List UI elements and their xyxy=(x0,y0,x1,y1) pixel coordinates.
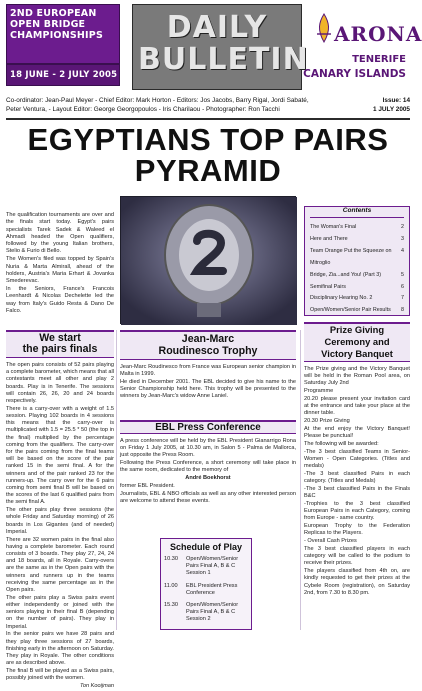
schedule-time: 11.00 xyxy=(164,582,178,589)
press-paragraph: A press conference will be held by the EBL President Gianarrigo Rona on Friday 1 July 2005, at 10.30 am, in Salon 5 - Palma de Mallorca, just opposite the Press Room. xyxy=(120,438,296,459)
finals-paragraph: There are 32 women pairs in the final also having a complete barometer. Each round consists of 3 boards. They play 27, 24, 24 and 18 boards, all in Royale. Carry-overs are the same as in the Open pairs with the winners and runners up in the teams receiving the same percentage as in the Open pairs. xyxy=(6,536,114,594)
contents-item-page: 3 xyxy=(401,235,404,242)
contents-item[interactable] xyxy=(310,305,404,317)
prize-article xyxy=(304,366,410,598)
press-paragraph: Following the Press Conference, a short ceremony will take place in the same room, dedicated to the memory of xyxy=(120,460,296,474)
finals-paragraph: The final B will be played as a Swiss pairs, possibly joined with the women. xyxy=(6,668,114,682)
press-paragraph: former EBL President. xyxy=(120,483,175,489)
issue-number: Issue: 14 xyxy=(382,97,410,104)
contents-item-label: Open/Women/Senior Pair Results xyxy=(310,307,391,314)
contents-item-page: 8 xyxy=(401,307,404,314)
schedule-time: 10.30 xyxy=(164,556,178,562)
contents-item[interactable] xyxy=(310,293,404,305)
press-honoree: André Boekhorst xyxy=(185,475,231,482)
column-divider xyxy=(116,330,117,630)
finals-heading-line-1: We start xyxy=(39,332,81,344)
trophy-heading xyxy=(120,333,296,357)
prize-heading xyxy=(304,324,410,360)
contents-item-label: Bridge, Zia...and You! (Part 3) xyxy=(310,271,382,278)
contents-item-label: Disciplinary Hearing No. 2 xyxy=(310,295,373,302)
schedule-list xyxy=(164,556,248,629)
press-heading: EBL Press Conference xyxy=(155,422,261,433)
contents-item[interactable] xyxy=(310,246,404,270)
prize-heading-line-2: Ceremony and xyxy=(324,336,390,347)
finals-paragraph: In the senior pairs we have 28 pairs and they play three sessions of 27 boards, finishing early in the afternoon on Saturday. They play in Royale. The other conditions are as described above. xyxy=(6,631,114,667)
place-line-2: CANARY ISLANDS xyxy=(303,68,406,80)
place-line-1: TENERIFE xyxy=(352,54,406,65)
intro-article xyxy=(6,212,114,316)
contents-item-page: 7 xyxy=(401,295,404,302)
trophy-paragraph: He died in December 2001. The EBL decided to give his name to the Senior Championship held here. This trophy will be presented to the winners by Jean-Marc's widow Anne Laniel. xyxy=(120,379,296,400)
contents-item-page: 6 xyxy=(401,283,404,290)
contents-item-label: Semifinal Pairs xyxy=(310,283,346,290)
finals-article xyxy=(6,362,114,691)
schedule-event: EBL President Press Conference xyxy=(186,582,238,596)
bulletin-title: DAILY BULLETIN xyxy=(138,10,309,77)
prize-paragraph: The Prize giving and the Victory Banquet will be held in the Roman Pool area, on Saturday July 2nd xyxy=(304,366,410,387)
prize-paragraph: Programme xyxy=(304,388,334,395)
press-article xyxy=(120,438,296,506)
prize-paragraph: European Trophy to the Federation Replicas to the Players. xyxy=(304,523,410,537)
event-dates: 18 JUNE - 2 JULY 2005 xyxy=(10,70,118,80)
schedule-time: 15.30 xyxy=(164,602,178,609)
contents-rule xyxy=(310,217,404,218)
contents-title: Contents xyxy=(342,207,372,214)
contents-item-page: 4 xyxy=(401,247,404,254)
issue-date: 1 JULY 2005 xyxy=(373,106,410,113)
prize-paragraph: -The 3 best classified Pairs in each category. (Titles and Medals) xyxy=(304,471,410,485)
contents-item[interactable] xyxy=(310,222,404,234)
contents-item-page: 5 xyxy=(401,271,404,278)
prize-heading-line-3: Victory Banquet xyxy=(321,348,393,359)
intro-paragraph: In the Seniors, France's Francois Leenhardt & Nicolas Dechelette led the way from Italy's Guido Resta & Dano De Falco. xyxy=(6,286,114,315)
prize-paragraph: The 3 best classified players in each category will be called to the podium to receive their prizes. xyxy=(304,546,410,567)
finals-heading xyxy=(6,333,114,355)
intro-paragraph: The qualification tournaments are over and the finals start today. Egypt's pairs specialists Tarek Sadek & Waleed el Ahmadi headed the Open qualifiers, followed by the young Italian brothers, Stelio & Furio di Bello. xyxy=(6,212,114,255)
contents-item[interactable] xyxy=(310,234,404,246)
finals-heading-line-2: the pairs finals xyxy=(22,343,98,355)
credits-line-1: Co-ordinator: Jean-Paul Meyer - Chief Editor: Mark Horton - Editors: Jos Jacobs, Barry Rigal, Jordi Sabaté, xyxy=(6,97,309,104)
contents-item[interactable] xyxy=(310,282,404,294)
finals-paragraph: The other pairs play three sessions (the whole Friday and Saturday morning) of 26 boards in Los Gigantes (and of needed) Imperial. xyxy=(6,507,114,535)
headline-line-1: EGYPTIANS TOP PAIRS xyxy=(27,122,389,157)
trophy-article xyxy=(120,364,296,401)
trophy-photo-icon xyxy=(121,197,297,325)
headline-line-2: PYRAMID xyxy=(134,153,282,188)
prize-paragraph: 20.30 Prize Giving xyxy=(304,418,350,425)
prize-paragraph: -Trophies to the 3 best classified European Pairs in each Category, coming from Europe - same country. xyxy=(304,501,410,522)
schedule-event: Open/Women/Senior Pairs Final A, B & C Session 2 xyxy=(186,602,239,623)
intro-paragraph: The Women's filed was topped by Spain's Nuria & Marta Almirall, ahead of the holders, Austria's Maria Erhart & Jovanka Smederevac. xyxy=(6,256,114,285)
trophy-heading-line-2: Roudinesco Trophy xyxy=(158,345,258,357)
event-name: 2ND EUROPEAN OPEN BRIDGE CHAMPIONSHIPS xyxy=(10,8,103,41)
arona-logo-icon xyxy=(313,12,335,44)
finals-paragraph: The open pairs consists of 52 pairs playing a complete barometer, which means that all contestants meet all other and play 2 boards. Play is in Tenerife. The sessions will contain 26, 26, 20 and 24 boards respectively. xyxy=(6,362,114,405)
schedule-row xyxy=(164,556,248,578)
credits xyxy=(6,96,410,114)
finals-paragraph: The other pairs play a Swiss pairs event either independently or joined with the seniors playing in their final B (depending on the number of pairs). They play in Imperial. xyxy=(6,594,114,630)
trophy-paragraph: Jean-Marc Roudinesco from France was European senior champion in Malta in 1999. xyxy=(120,364,296,378)
prize-paragraph: -The 3 best classified Teams in Senior-Women - Open Categories. (Titles and medals) xyxy=(304,448,410,470)
prize-paragraph: 20.20 please present your invitation card at the entrance and take your place at the dinner table. xyxy=(304,396,410,417)
contents-item-page: 2 xyxy=(401,224,404,230)
prize-paragraph: - Overall Cash Prizes xyxy=(304,538,357,545)
schedule-title: Schedule of Play xyxy=(169,542,243,552)
prize-paragraph: The following will be awarded: xyxy=(304,441,379,447)
front-photo xyxy=(120,196,296,324)
prize-paragraph: At the end enjoy the Victory Banquet! Please be punctual! xyxy=(304,426,410,440)
brand-name: ARONA xyxy=(334,22,422,46)
contents-item-label: Team Orange Put the Squeeze on Mitroglio xyxy=(310,247,392,266)
prize-heading-line-1: Prize Giving xyxy=(329,324,385,335)
column-divider xyxy=(300,330,301,630)
headline xyxy=(6,124,410,186)
contents-item-label: Here and There xyxy=(310,235,348,242)
schedule-row xyxy=(164,583,248,597)
masthead xyxy=(0,0,422,94)
press-paragraph: Journalists, EBL & NBO officials as well as any other interested person are welcome to attend these events. xyxy=(120,490,296,504)
table-of-contents xyxy=(310,222,404,317)
schedule-event: Open/Women/Senior Pairs Final A, B & C Session 1 xyxy=(186,556,239,577)
schedule-row xyxy=(164,602,248,624)
prize-paragraph: The players classified from 4th on, are kindly requested to get their prizes at the Cybele Room (registration), on Saturday 2nd, from 7.30 to 8.30 pm. xyxy=(304,568,410,596)
header-rule xyxy=(6,118,410,120)
credits-line-2: Peter Ventura, - Layout Editor: George Georgopoulos - Iris Charilaou - Photographer: Ron Tacchi xyxy=(6,106,280,113)
contents-item-label: The Woman's Final xyxy=(310,224,357,230)
prize-paragraph: -The 3 best classified Pairs in the Finals B&C xyxy=(304,486,410,500)
contents-item[interactable] xyxy=(310,270,404,282)
finals-signature: Ton Kooijman xyxy=(80,683,114,690)
finals-paragraph: There is a carry-over with a weight of 1.5 session. Playing 102 boards in 4 sessions this means that the carry-over is multiplicated with 1.5 = 25.5 * 50 (the top in the final) multiplied by the percentage coming from the qualifiers. The carry-over for the pairs coming from the final teams will be based on the score of the pair ranked 15 in the semi final. A for the winners and of the pair ranked 23 for the runners-up. The carry over for the 6 pairs coming from semi final B will be based on the scores of the last 6 qualified pairs from the semi final A. xyxy=(6,405,114,506)
trophy-heading-line-1: Jean-Marc xyxy=(181,333,235,345)
